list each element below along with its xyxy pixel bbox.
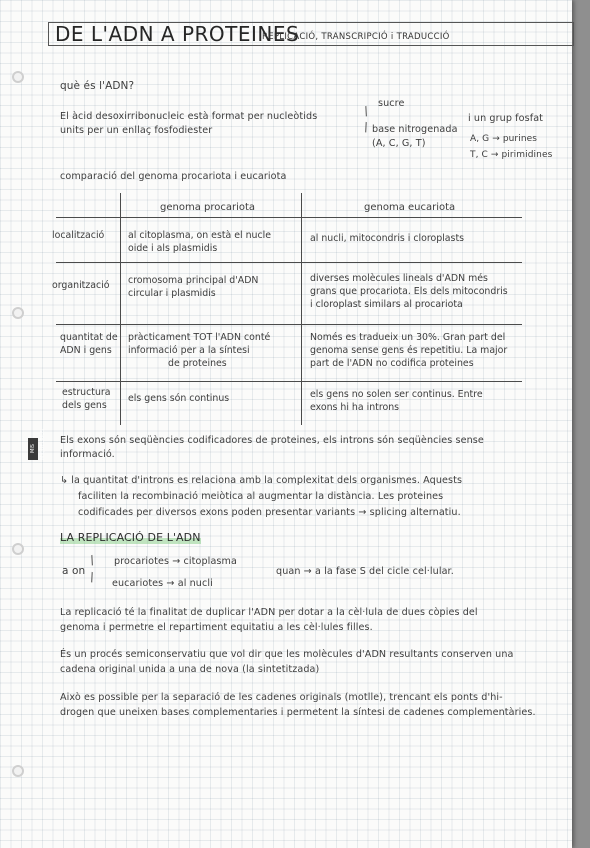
table-divider (56, 324, 522, 325)
on-eucariotes: eucariotes → al nucli (112, 578, 213, 589)
paragraph-line: ↳ la quantitat d'introns es relaciona amb la complexitat dels organismes. Aquests (60, 475, 463, 486)
table-row-label: quantitat de ADN i gens (60, 332, 118, 356)
paragraph-line: genoma i permetre el repartiment equitatiu a les cèl·lules filles. (60, 622, 373, 633)
purines-label: A, G → purines (470, 134, 538, 144)
table-row-label: localització (52, 230, 105, 241)
table-cell-eucariota: al nucli, mitocondris i cloroplasts (310, 233, 465, 244)
paragraph-line: El àcid desoxirribonucleic està format per nucleòtids (60, 111, 318, 122)
table-cell-eucariota: els gens no solen ser continus. Entre exons hi ha introns (310, 389, 483, 413)
table-cell-procariota: els gens són continus (128, 393, 230, 404)
sucre-label: sucre (378, 98, 405, 109)
ring-hole (12, 765, 24, 777)
branch-mark: \ (87, 569, 97, 585)
table-divider (120, 193, 121, 425)
comparison-heading: comparació del genoma procariota i eucariota (60, 171, 287, 182)
paragraph-line: Els exons són seqüències codificadores de proteines, els introns són seqüències sense (60, 435, 484, 446)
paragraph-line: informació. (60, 449, 115, 460)
table-row-label: estructura dels gens (62, 387, 111, 411)
table-cell-procariota: al citoplasma, on està el nucle oide i als plasmidis (128, 230, 271, 254)
section-heading: LA REPLICACIÓ DE L'ADN (60, 531, 201, 544)
paragraph-line: La replicació té la finalitat de duplicar l'ADN per dotar a la cèl·lula de dues còpies del (60, 607, 478, 618)
paragraph-line: codificades per diversos exons poden presentar variants → splicing alternatiu. (78, 507, 461, 518)
pirimidines-label: T, C → pirimidines (470, 150, 553, 160)
paragraph-line: drogen que uneixen bases complementaries i permetent la síntesi de cadenes complementàries. (60, 707, 536, 718)
brand-label: MIS MIQUELRIUS (30, 428, 46, 460)
table-divider (301, 193, 302, 425)
ring-hole (12, 71, 24, 83)
on-procariotes: procariotes → citoplasma (114, 556, 237, 567)
table-cell-eucariota: diverses molècules lineals d'ADN més grans que procariota. Els dels mitocondris i cloroplast similars al procariota (310, 273, 508, 310)
page-subtitle: REPLICACIÓ, TRANSCRIPCIÓ i TRADUCCIÓ (262, 32, 450, 42)
table-divider (56, 217, 522, 218)
table-cell-procariota: pràcticament TOT l'ADN conté informació per a la síntesi de proteines (128, 332, 271, 369)
table-row-label: organització (52, 280, 110, 291)
on-label: a on (62, 565, 86, 577)
branch-mark: / (87, 552, 97, 568)
branch-mark: / (361, 103, 371, 119)
page-title: DE L'ADN A PROTEINES (55, 22, 300, 46)
table-header-eucariota: genoma eucariota (364, 202, 456, 213)
table-cell-procariota: cromosoma principal d'ADN circular i plasmidis (128, 275, 259, 299)
fosfat-label: i un grup fosfat (468, 113, 544, 124)
branch-mark: \ (361, 119, 371, 135)
paragraph-line: faciliten la recombinació meiòtica al augmentar la distància. Les proteines (78, 491, 444, 502)
paragraph-line: És un procés semiconservatiu que vol dir que les molècules d'ADN resultants conserven una (60, 649, 514, 660)
table-header-procariota: genoma procariota (160, 202, 256, 213)
question-heading: què és l'ADN? (60, 80, 135, 92)
table-divider (56, 381, 522, 382)
paragraph-line: cadena original unida a una de nova (la sintetitzada) (60, 664, 320, 675)
table-divider (56, 262, 522, 263)
base-label: base nitrogenada (372, 124, 458, 135)
ring-hole (12, 543, 24, 555)
paragraph-line: units per un enllaç fosfodiester (60, 125, 213, 136)
quan-label: quan → a la fase S del cicle cel·lular. (276, 566, 454, 577)
paragraph-line: Això es possible per la separació de les cadenes originals (motlle), trencant els ponts d'hi- (60, 692, 503, 703)
base-letters: (A, C, G, T) (372, 138, 426, 149)
table-cell-eucariota: Només es tradueix un 30%. Gran part del genoma sense gens és repetitiu. La major part de l'ADN no codifica proteines (310, 332, 508, 369)
ring-hole (12, 307, 24, 319)
